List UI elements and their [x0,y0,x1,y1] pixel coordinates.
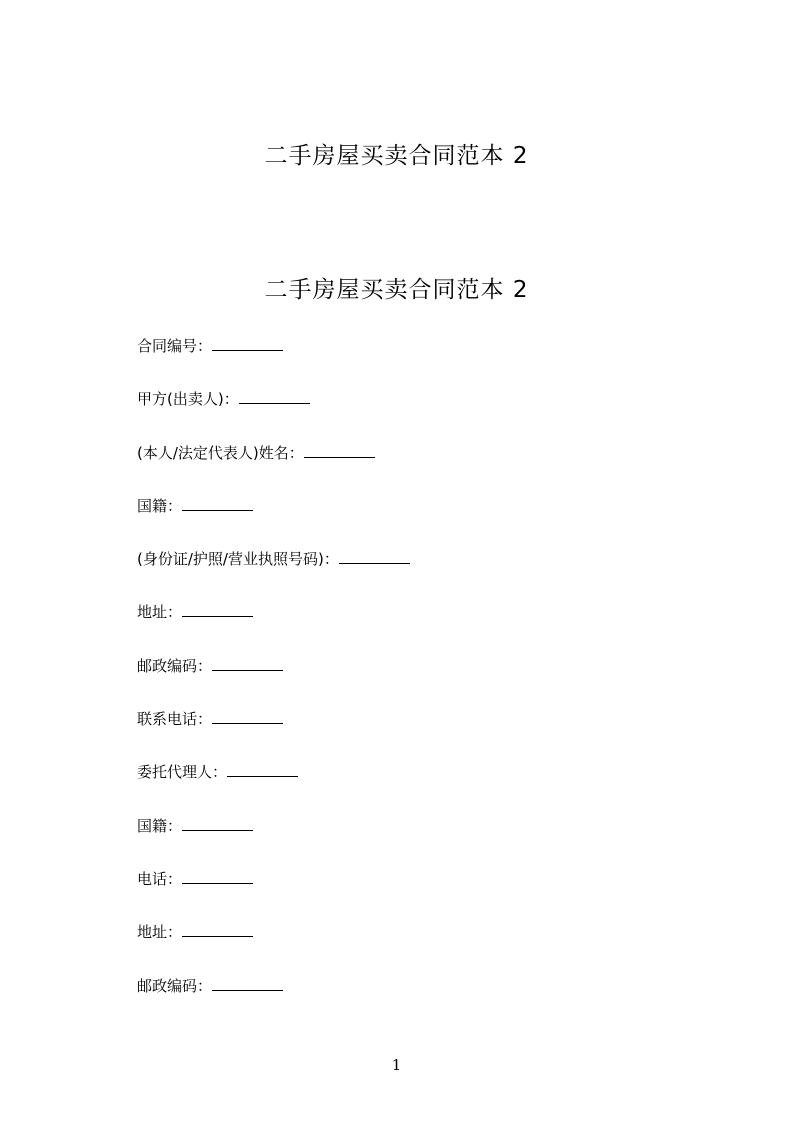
field-party-a-seller [137,389,697,442]
fill-in-blank[interactable] [227,763,298,777]
field-agent-address [137,922,697,975]
field-agent-phone [137,869,697,922]
field-label: 邮政编码： [137,656,213,675]
field-postal-code [137,656,697,709]
field-agent-nationality [137,816,697,869]
field-label: (本人/法定代表人)姓名： [137,443,304,462]
field-label: 甲方(出卖人)： [137,390,239,409]
field-label: 地址： [137,603,183,622]
field-label: 联系电话： [137,710,213,729]
fill-in-blank[interactable] [339,550,410,564]
fill-in-blank[interactable] [239,390,310,404]
field-label: 委托代理人： [137,763,228,782]
page-number: 1 [391,1056,402,1074]
field-agent [137,762,697,815]
document-title: 二手房屋买卖合同范本 2 [264,143,529,169]
fill-in-blank[interactable] [182,497,253,511]
field-agent-postal-code [137,976,697,1029]
field-id-number [137,549,697,602]
fill-in-blank[interactable] [182,603,253,617]
field-contract-number [137,336,697,389]
fill-in-blank[interactable] [212,337,283,351]
field-address [137,602,697,655]
field-label: (身份证/护照/营业执照号码)： [137,550,339,569]
fill-in-blank[interactable] [212,977,283,991]
field-label: 国籍： [137,816,183,835]
fill-in-blank[interactable] [182,817,253,831]
fill-in-blank[interactable] [212,710,283,724]
field-label: 电话： [137,869,183,888]
field-label: 国籍： [137,496,183,515]
contract-fields [137,336,697,1029]
contract-heading: 二手房屋买卖合同范本 2 [264,277,529,303]
field-label: 合同编号： [137,337,213,355]
field-nationality [137,496,697,549]
field-phone [137,709,697,762]
fill-in-blank[interactable] [182,870,253,884]
field-label: 邮政编码： [137,976,213,995]
fill-in-blank[interactable] [182,923,253,937]
field-representative-name [137,443,697,496]
fill-in-blank[interactable] [212,657,283,671]
fill-in-blank[interactable] [304,444,375,458]
field-label: 地址： [137,923,183,942]
